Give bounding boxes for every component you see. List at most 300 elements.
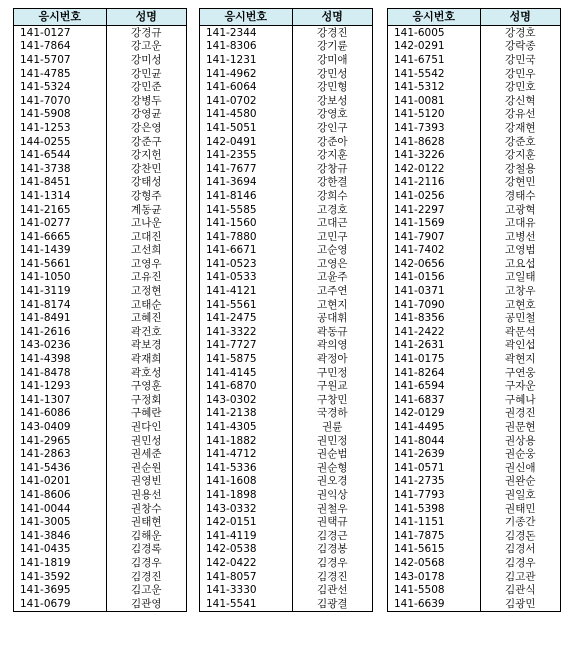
exam-number-cell: 141-3322	[206, 325, 257, 338]
table-row	[200, 189, 373, 203]
name-cell: 고주연	[292, 284, 372, 298]
name-cell: 권오경	[292, 475, 372, 489]
name-cell: 고혜진	[106, 311, 186, 325]
name-cell: 권창수	[106, 502, 186, 516]
name-cell: 구혜나	[480, 393, 560, 407]
exam-number-cell: 141-8628	[394, 135, 445, 148]
table-row	[200, 570, 373, 584]
name-cell: 김경근	[292, 529, 372, 543]
exam-number-cell: 141-4121	[206, 285, 257, 298]
name-cell: 고요섭	[480, 257, 560, 271]
header-name: 성명	[480, 9, 560, 26]
name-cell: 고현지	[292, 298, 372, 312]
name-cell: 강미애	[292, 53, 372, 67]
table-row	[388, 216, 561, 230]
name-cell: 권순형	[292, 461, 372, 475]
name-cell: 고광혁	[480, 203, 560, 217]
table-row	[388, 434, 561, 448]
exam-number-cell: 141-5661	[20, 257, 71, 270]
exam-number-cell: 141-7070	[20, 94, 71, 107]
name-cell: 권문현	[480, 420, 560, 434]
exam-number-cell: 141-5336	[206, 461, 257, 474]
table-row	[388, 393, 561, 407]
name-cell: 권순원	[106, 461, 186, 475]
name-cell: 고순영	[292, 244, 372, 258]
name-cell: 강현민	[480, 176, 560, 190]
name-cell: 김경서	[480, 543, 560, 557]
name-cell: 곽정아	[292, 352, 372, 366]
header-exam-number: 응시번호	[200, 9, 293, 26]
name-cell: 강보성	[292, 94, 372, 108]
table-row	[388, 94, 561, 108]
name-cell: 강미성	[106, 53, 186, 67]
exam-number-cell: 141-8044	[394, 434, 445, 447]
exam-number-cell: 141-8478	[20, 366, 71, 379]
table-row	[388, 475, 561, 489]
name-cell: 강경호	[480, 26, 560, 40]
table-row	[14, 393, 187, 407]
table-row	[388, 176, 561, 190]
name-cell: 권태민	[480, 502, 560, 516]
exam-number-cell: 141-6005	[394, 26, 445, 39]
table-row	[388, 583, 561, 597]
header-name: 성명	[292, 9, 372, 26]
exam-number-cell: 141-2965	[20, 434, 71, 447]
exam-number-cell: 142-0568	[394, 556, 445, 569]
name-cell: 권경진	[480, 407, 560, 421]
exam-number-cell: 141-0533	[206, 271, 257, 284]
name-cell: 강인구	[292, 121, 372, 135]
name-cell: 강신혁	[480, 94, 560, 108]
exam-number-cell: 141-6870	[206, 380, 257, 393]
name-cell: 권택규	[292, 515, 372, 529]
exam-number-cell: 141-0127	[20, 26, 71, 39]
table-row	[200, 80, 373, 94]
exam-number-cell: 141-0702	[206, 94, 257, 107]
name-cell: 강영호	[292, 108, 372, 122]
table-row	[14, 121, 187, 135]
name-cell: 곽재희	[106, 352, 186, 366]
exam-number-cell: 141-6544	[20, 149, 71, 162]
exam-number-cell: 141-7393	[394, 121, 445, 134]
name-cell: 강창규	[292, 162, 372, 176]
exam-number-cell: 141-0175	[394, 353, 445, 366]
table-row	[200, 216, 373, 230]
name-cell: 강민준	[106, 80, 186, 94]
name-cell: 강락종	[480, 40, 560, 54]
exam-number-cell: 141-5324	[20, 81, 71, 94]
roster-table-2	[199, 8, 373, 612]
exam-number-cell: 142-0291	[394, 40, 445, 53]
table-row	[14, 325, 187, 339]
exam-number-cell: 141-6086	[20, 407, 71, 420]
table-row	[388, 325, 561, 339]
name-cell: 곽현지	[480, 352, 560, 366]
table-row	[200, 298, 373, 312]
name-cell: 김광민	[480, 597, 560, 611]
name-cell: 강준아	[292, 135, 372, 149]
exam-number-cell: 141-1253	[20, 121, 71, 134]
exam-number-cell: 141-5436	[20, 461, 71, 474]
exam-number-cell: 141-6665	[20, 230, 71, 243]
table-row	[388, 529, 561, 543]
name-cell: 김광결	[292, 597, 372, 611]
exam-number-cell: 141-0277	[20, 217, 71, 230]
table-row	[388, 80, 561, 94]
name-cell: 경태수	[480, 189, 560, 203]
table-row	[200, 94, 373, 108]
name-cell: 권상용	[480, 434, 560, 448]
table-row	[388, 162, 561, 176]
table-row	[388, 407, 561, 421]
table-row	[14, 284, 187, 298]
exam-number-cell: 141-5312	[394, 81, 445, 94]
table-row	[14, 515, 187, 529]
table-row	[200, 352, 373, 366]
table-row	[388, 366, 561, 380]
table-row	[200, 583, 373, 597]
name-cell: 곽인섭	[480, 339, 560, 353]
table-row	[388, 339, 561, 353]
exam-number-cell: 141-0371	[394, 285, 445, 298]
table-row	[388, 40, 561, 54]
name-cell: 고민구	[292, 230, 372, 244]
exam-number-cell: 141-2297	[394, 203, 445, 216]
exam-number-cell: 141-1151	[394, 516, 445, 529]
table-row	[200, 26, 373, 40]
exam-number-cell: 141-8491	[20, 312, 71, 325]
name-cell: 강민우	[480, 67, 560, 81]
exam-number-cell: 141-0081	[394, 94, 445, 107]
table-row	[14, 447, 187, 461]
exam-number-cell: 141-7907	[394, 230, 445, 243]
exam-number-cell: 141-7793	[394, 488, 445, 501]
table-row	[388, 488, 561, 502]
exam-number-cell: 141-0156	[394, 271, 445, 284]
exam-number-cell: 141-0256	[394, 189, 445, 202]
table-row	[14, 311, 187, 325]
name-cell: 강민호	[480, 80, 560, 94]
name-cell: 구정회	[106, 393, 186, 407]
exam-number-cell: 144-0255	[20, 135, 71, 148]
table-row	[14, 352, 187, 366]
exam-number-cell: 141-3005	[20, 516, 71, 529]
exam-number-cell: 141-3119	[20, 285, 71, 298]
name-cell: 김관식	[480, 583, 560, 597]
table-row	[200, 407, 373, 421]
exam-number-cell: 141-8306	[206, 40, 257, 53]
name-cell: 강희수	[292, 189, 372, 203]
exam-number-cell: 141-0201	[20, 475, 71, 488]
table-row	[14, 162, 187, 176]
table-row	[200, 502, 373, 516]
name-cell: 권완순	[480, 475, 560, 489]
name-cell: 고나운	[106, 216, 186, 230]
table-row	[388, 244, 561, 258]
name-cell: 권일호	[480, 488, 560, 502]
table-row	[14, 488, 187, 502]
name-cell: 강경규	[106, 26, 186, 40]
header-name: 성명	[106, 9, 186, 26]
name-cell: 고윤주	[292, 271, 372, 285]
table-row	[14, 176, 187, 190]
table-row	[388, 148, 561, 162]
exam-number-cell: 143-0236	[20, 339, 71, 352]
exam-number-cell: 141-2116	[394, 176, 445, 189]
header-exam-number: 응시번호	[14, 9, 107, 26]
table-row	[388, 543, 561, 557]
table-row	[200, 67, 373, 81]
name-cell: 권신애	[480, 461, 560, 475]
name-cell: 공민철	[480, 311, 560, 325]
roster-tables	[13, 8, 573, 654]
exam-number-cell: 141-7402	[394, 244, 445, 257]
name-cell: 김관선	[292, 583, 372, 597]
exam-number-cell: 142-0122	[394, 162, 445, 175]
table-row	[200, 135, 373, 149]
table-row	[14, 108, 187, 122]
table-row	[388, 570, 561, 584]
table-row	[200, 230, 373, 244]
name-cell: 권세준	[106, 447, 186, 461]
exam-number-cell: 141-1050	[20, 271, 71, 284]
table-row	[14, 434, 187, 448]
table-row	[200, 434, 373, 448]
table-row	[388, 447, 561, 461]
name-cell: 권순범	[292, 447, 372, 461]
table-row	[388, 108, 561, 122]
exam-number-cell: 141-0435	[20, 543, 71, 556]
name-cell: 고대유	[480, 216, 560, 230]
exam-number-cell: 141-7864	[20, 40, 71, 53]
table-row	[388, 26, 561, 40]
exam-number-cell: 141-1560	[206, 217, 257, 230]
name-cell: 강한결	[292, 176, 372, 190]
name-cell: 강은영	[106, 121, 186, 135]
table-row	[200, 556, 373, 570]
table-row	[200, 366, 373, 380]
exam-number-cell: 141-8174	[20, 298, 71, 311]
name-cell: 권다인	[106, 420, 186, 434]
name-cell: 고정현	[106, 284, 186, 298]
table-row	[200, 40, 373, 54]
name-cell: 고영범	[480, 244, 560, 258]
exam-number-cell: 141-5120	[394, 108, 445, 121]
exam-number-cell: 142-0422	[206, 556, 257, 569]
name-cell: 곽동규	[292, 325, 372, 339]
name-cell: 김고관	[480, 570, 560, 584]
table-row	[14, 556, 187, 570]
exam-number-cell: 141-4398	[20, 353, 71, 366]
table-row	[388, 53, 561, 67]
name-cell: 강민성	[292, 67, 372, 81]
name-cell: 강고운	[106, 40, 186, 54]
exam-number-cell: 141-3846	[20, 529, 71, 542]
name-cell: 고대근	[292, 216, 372, 230]
table-row	[14, 148, 187, 162]
name-cell: 강태성	[106, 176, 186, 190]
exam-number-cell: 141-1898	[206, 488, 257, 501]
exam-number-cell: 141-4785	[20, 67, 71, 80]
table-row	[14, 407, 187, 421]
name-cell: 강민균	[106, 67, 186, 81]
exam-number-cell: 141-3330	[206, 584, 257, 597]
name-cell: 국경하	[292, 407, 372, 421]
table-row	[388, 597, 561, 611]
exam-number-cell: 141-4145	[206, 366, 257, 379]
exam-number-cell: 142-0129	[394, 407, 445, 420]
exam-number-cell: 141-3592	[20, 570, 71, 583]
name-cell: 강기륜	[292, 40, 372, 54]
name-cell: 강민형	[292, 80, 372, 94]
name-cell: 김경돈	[480, 529, 560, 543]
exam-number-cell: 141-5707	[20, 53, 71, 66]
name-cell: 구혜란	[106, 407, 186, 421]
exam-number-cell: 141-2735	[394, 475, 445, 488]
exam-number-cell: 143-0409	[20, 421, 71, 434]
name-cell: 강지훈	[480, 148, 560, 162]
table-row	[388, 420, 561, 434]
exam-number-cell: 141-2422	[394, 325, 445, 338]
table-row	[14, 94, 187, 108]
name-cell: 김경우	[480, 556, 560, 570]
name-cell: 구민정	[292, 366, 372, 380]
name-cell: 김고운	[106, 583, 186, 597]
exam-number-cell: 141-3738	[20, 162, 71, 175]
name-cell: 권태현	[106, 515, 186, 529]
table-row	[200, 488, 373, 502]
table-row	[14, 475, 187, 489]
exam-number-cell: 141-5051	[206, 121, 257, 134]
name-cell: 권순웅	[480, 447, 560, 461]
exam-number-cell: 141-6064	[206, 81, 257, 94]
table-row	[388, 121, 561, 135]
name-cell: 고현호	[480, 298, 560, 312]
exam-number-cell: 141-2344	[206, 26, 257, 39]
exam-number-cell: 141-5508	[394, 584, 445, 597]
exam-number-cell: 141-5585	[206, 203, 257, 216]
name-cell: 김경우	[106, 556, 186, 570]
exam-number-cell: 142-0491	[206, 135, 257, 148]
header-exam-number: 응시번호	[388, 9, 481, 26]
table-row	[14, 26, 187, 40]
exam-number-cell: 141-8264	[394, 366, 445, 379]
table-row	[14, 135, 187, 149]
table-row	[388, 379, 561, 393]
table-row	[200, 475, 373, 489]
table-row	[388, 203, 561, 217]
table-row	[200, 244, 373, 258]
name-cell: 김해운	[106, 529, 186, 543]
name-cell: 강형주	[106, 189, 186, 203]
table-row	[388, 189, 561, 203]
exam-number-cell: 141-8146	[206, 189, 257, 202]
table-row	[200, 121, 373, 135]
table-row	[14, 80, 187, 94]
table-row	[200, 53, 373, 67]
name-cell: 고태순	[106, 298, 186, 312]
name-cell: 고영은	[292, 257, 372, 271]
exam-number-cell: 141-3226	[394, 149, 445, 162]
exam-number-cell: 143-0302	[206, 393, 257, 406]
exam-number-cell: 141-2863	[20, 448, 71, 461]
table-row	[200, 339, 373, 353]
table-row	[388, 311, 561, 325]
name-cell: 강경진	[292, 26, 372, 40]
table-row	[14, 203, 187, 217]
exam-number-cell: 141-0679	[20, 597, 71, 610]
name-cell: 권민정	[292, 434, 372, 448]
exam-number-cell: 141-1439	[20, 244, 71, 257]
table-row	[200, 515, 373, 529]
name-cell: 구자운	[480, 379, 560, 393]
exam-number-cell: 141-4119	[206, 529, 257, 542]
exam-number-cell: 141-2165	[20, 203, 71, 216]
table-row	[14, 257, 187, 271]
roster-body	[14, 26, 187, 612]
exam-number-cell: 141-4580	[206, 108, 257, 121]
exam-number-cell: 141-1307	[20, 393, 71, 406]
exam-number-cell: 141-2639	[394, 448, 445, 461]
exam-number-cell: 141-3694	[206, 176, 257, 189]
name-cell: 김경우	[292, 556, 372, 570]
table-row	[200, 461, 373, 475]
table-row	[14, 420, 187, 434]
name-cell: 고경호	[292, 203, 372, 217]
exam-number-cell: 141-5541	[206, 597, 257, 610]
exam-number-cell: 141-5908	[20, 108, 71, 121]
table-row	[200, 393, 373, 407]
table-row	[14, 529, 187, 543]
name-cell: 강준구	[106, 135, 186, 149]
name-cell: 강재현	[480, 121, 560, 135]
table-row	[388, 515, 561, 529]
name-cell: 구영훈	[106, 379, 186, 393]
exam-number-cell: 141-6671	[206, 244, 257, 257]
table-row	[388, 461, 561, 475]
table-row	[388, 271, 561, 285]
name-cell: 김경진	[292, 570, 372, 584]
table-row	[14, 583, 187, 597]
exam-number-cell: 141-1608	[206, 475, 257, 488]
table-row	[388, 230, 561, 244]
exam-number-cell: 141-7727	[206, 339, 257, 352]
table-row	[200, 162, 373, 176]
roster-table-3	[387, 8, 561, 612]
name-cell: 권철우	[292, 502, 372, 516]
name-cell: 고선희	[106, 244, 186, 258]
name-cell: 고영우	[106, 257, 186, 271]
exam-number-cell: 141-8057	[206, 570, 257, 583]
exam-number-cell: 141-1882	[206, 434, 257, 447]
table-row	[14, 244, 187, 258]
roster-body	[388, 26, 561, 612]
table-row	[14, 189, 187, 203]
table-row	[200, 311, 373, 325]
name-cell: 강지훈	[292, 148, 372, 162]
name-cell: 권륜	[292, 420, 372, 434]
table-row	[200, 284, 373, 298]
table-row	[200, 529, 373, 543]
exam-number-cell: 141-8356	[394, 312, 445, 325]
roster-table-1	[13, 8, 187, 612]
name-cell: 강철용	[480, 162, 560, 176]
name-cell: 곽의영	[292, 339, 372, 353]
name-cell: 곽보경	[106, 339, 186, 353]
table-row	[14, 543, 187, 557]
exam-number-cell: 142-0538	[206, 543, 257, 556]
name-cell: 공대휘	[292, 311, 372, 325]
